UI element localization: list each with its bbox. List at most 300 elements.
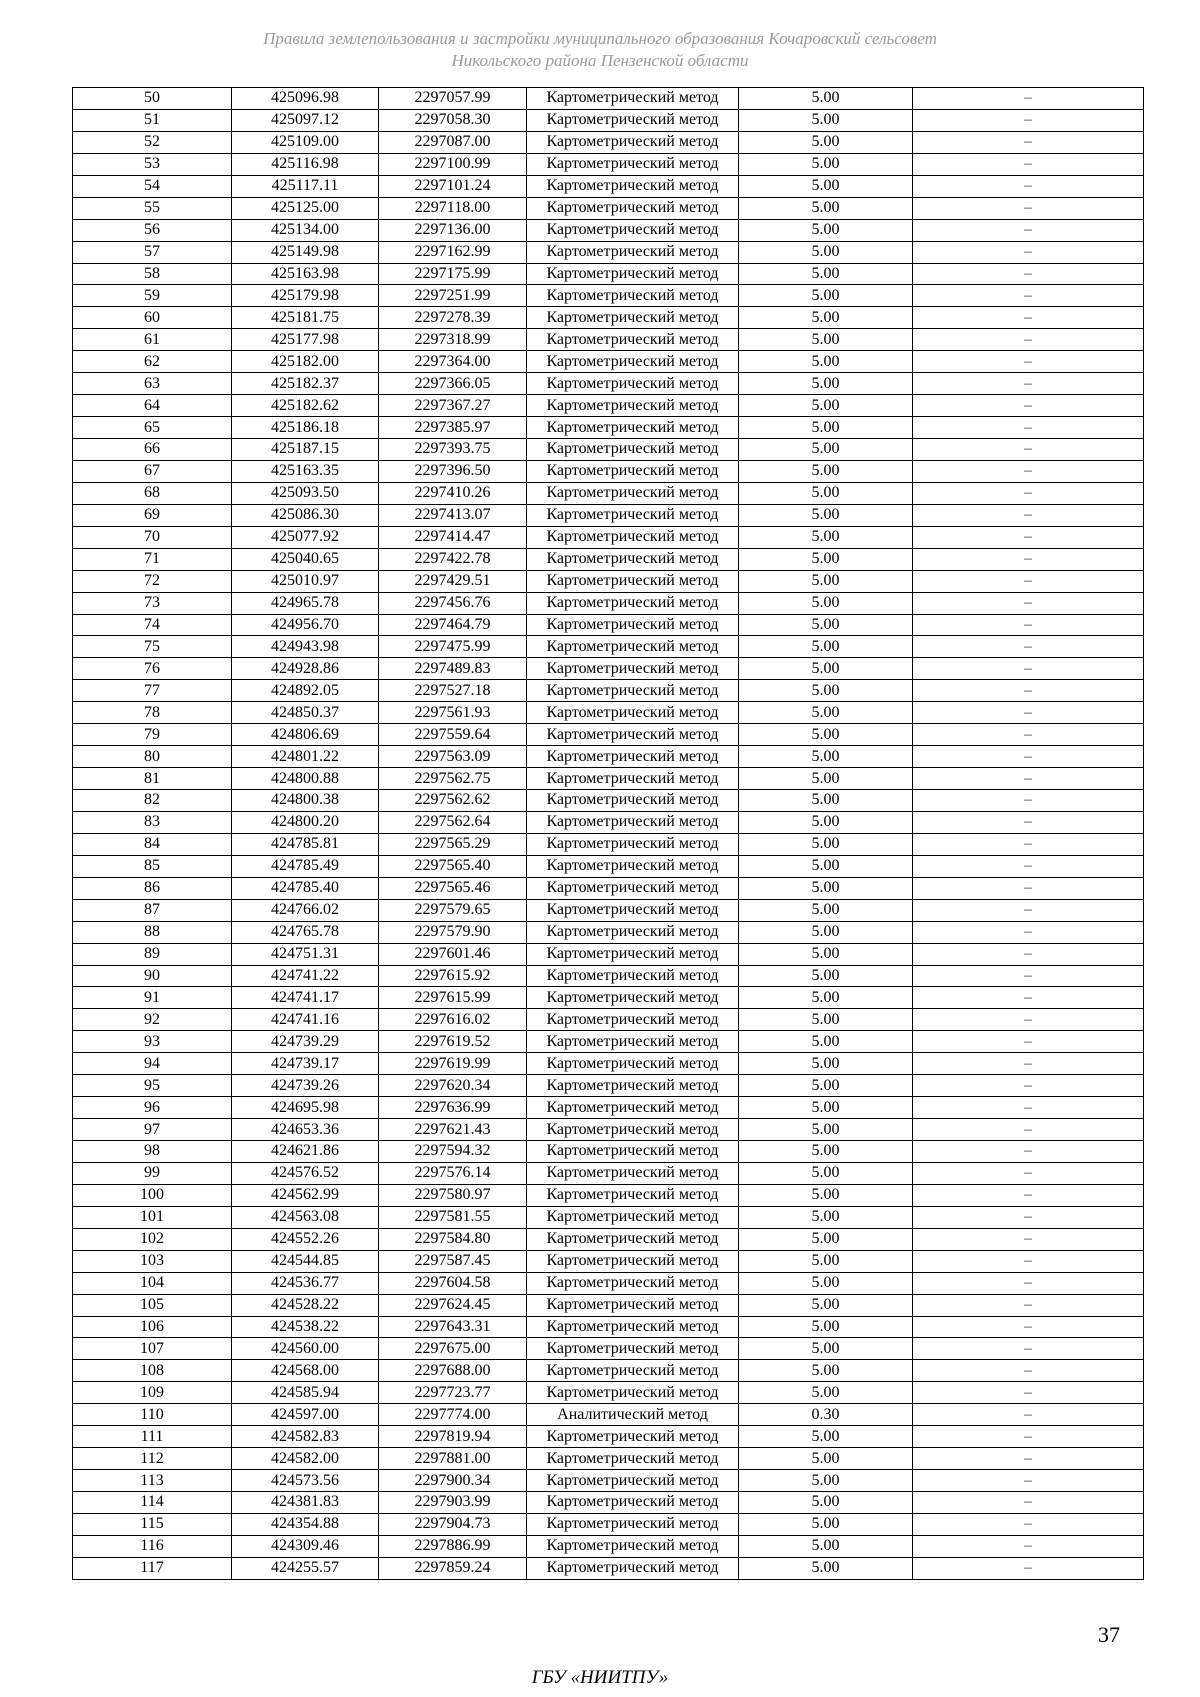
method-cell: Картометрический метод (527, 1448, 739, 1470)
header-line-1: Правила землепользования и застройки муниципального образования Кочаровский сельсовет (263, 29, 937, 48)
coordinates-table (72, 87, 1144, 1580)
x-coordinate-cell: 425010.97 (232, 570, 379, 592)
page-header (0, 28, 1200, 72)
point-number-cell: 113 (73, 1470, 232, 1492)
y-coordinate-cell: 2297058.30 (379, 109, 527, 131)
accuracy-cell: 5.00 (739, 1141, 913, 1163)
note-cell: – (913, 1294, 1144, 1316)
accuracy-cell: 5.00 (739, 153, 913, 175)
method-cell: Картометрический метод (527, 241, 739, 263)
method-cell: Картометрический метод (527, 504, 739, 526)
y-coordinate-cell: 2297057.99 (379, 88, 527, 110)
table-row (73, 1009, 1144, 1031)
note-cell: – (913, 175, 1144, 197)
x-coordinate-cell: 425125.00 (232, 197, 379, 219)
accuracy-cell: 5.00 (739, 1492, 913, 1514)
table-row (73, 1097, 1144, 1119)
table-row (73, 768, 1144, 790)
table-row (73, 1272, 1144, 1294)
point-number-cell: 54 (73, 175, 232, 197)
point-number-cell: 78 (73, 702, 232, 724)
table-row (73, 175, 1144, 197)
accuracy-cell: 5.00 (739, 1426, 913, 1448)
y-coordinate-cell: 2297675.00 (379, 1338, 527, 1360)
note-cell: – (913, 1141, 1144, 1163)
note-cell: – (913, 1535, 1144, 1557)
note-cell: – (913, 109, 1144, 131)
accuracy-cell: 5.00 (739, 307, 913, 329)
x-coordinate-cell: 425186.18 (232, 417, 379, 439)
y-coordinate-cell: 2297367.27 (379, 395, 527, 417)
note-cell: – (913, 1272, 1144, 1294)
accuracy-cell: 5.00 (739, 88, 913, 110)
table-row (73, 1404, 1144, 1426)
note-cell: – (913, 1492, 1144, 1514)
accuracy-cell: 5.00 (739, 855, 913, 877)
note-cell: – (913, 746, 1144, 768)
method-cell: Картометрический метод (527, 855, 739, 877)
note-cell: – (913, 395, 1144, 417)
point-number-cell: 77 (73, 680, 232, 702)
point-number-cell: 57 (73, 241, 232, 263)
accuracy-cell: 5.00 (739, 1031, 913, 1053)
method-cell: Картометрический метод (527, 351, 739, 373)
accuracy-cell: 5.00 (739, 1053, 913, 1075)
table-row (73, 504, 1144, 526)
accuracy-cell: 5.00 (739, 219, 913, 241)
point-number-cell: 66 (73, 439, 232, 461)
table-row (73, 1492, 1144, 1514)
table-row (73, 526, 1144, 548)
x-coordinate-cell: 424560.00 (232, 1338, 379, 1360)
method-cell: Картометрический метод (527, 263, 739, 285)
y-coordinate-cell: 2297601.46 (379, 943, 527, 965)
point-number-cell: 83 (73, 811, 232, 833)
note-cell: – (913, 570, 1144, 592)
y-coordinate-cell: 2297414.47 (379, 526, 527, 548)
note-cell: – (913, 1513, 1144, 1535)
note-cell: – (913, 197, 1144, 219)
accuracy-cell: 5.00 (739, 1184, 913, 1206)
x-coordinate-cell: 425117.11 (232, 175, 379, 197)
y-coordinate-cell: 2297563.09 (379, 746, 527, 768)
point-number-cell: 73 (73, 592, 232, 614)
method-cell: Картометрический метод (527, 1162, 739, 1184)
x-coordinate-cell: 424965.78 (232, 592, 379, 614)
table-row (73, 1075, 1144, 1097)
method-cell: Картометрический метод (527, 1228, 739, 1250)
y-coordinate-cell: 2297527.18 (379, 680, 527, 702)
point-number-cell: 62 (73, 351, 232, 373)
y-coordinate-cell: 2297886.99 (379, 1535, 527, 1557)
method-cell: Картометрический метод (527, 1119, 739, 1141)
table-row (73, 263, 1144, 285)
y-coordinate-cell: 2297903.99 (379, 1492, 527, 1514)
table-row (73, 1470, 1144, 1492)
y-coordinate-cell: 2297100.99 (379, 153, 527, 175)
accuracy-cell: 5.00 (739, 526, 913, 548)
y-coordinate-cell: 2297318.99 (379, 329, 527, 351)
accuracy-cell: 5.00 (739, 1272, 913, 1294)
accuracy-cell: 5.00 (739, 702, 913, 724)
table-row (73, 1382, 1144, 1404)
x-coordinate-cell: 424568.00 (232, 1360, 379, 1382)
accuracy-cell: 0.30 (739, 1404, 913, 1426)
note-cell: – (913, 373, 1144, 395)
point-number-cell: 51 (73, 109, 232, 131)
note-cell: – (913, 1382, 1144, 1404)
accuracy-cell: 5.00 (739, 614, 913, 636)
x-coordinate-cell: 425116.98 (232, 153, 379, 175)
note-cell: – (913, 1206, 1144, 1228)
y-coordinate-cell: 2297456.76 (379, 592, 527, 614)
table-row (73, 1119, 1144, 1141)
table-row (73, 614, 1144, 636)
x-coordinate-cell: 424544.85 (232, 1250, 379, 1272)
note-cell: – (913, 1031, 1144, 1053)
method-cell: Картометрический метод (527, 373, 739, 395)
x-coordinate-cell: 424621.86 (232, 1141, 379, 1163)
table-row (73, 811, 1144, 833)
method-cell: Аналитический метод (527, 1404, 739, 1426)
accuracy-cell: 5.00 (739, 1470, 913, 1492)
table-row (73, 1053, 1144, 1075)
note-cell: – (913, 877, 1144, 899)
point-number-cell: 98 (73, 1141, 232, 1163)
y-coordinate-cell: 2297562.62 (379, 790, 527, 812)
point-number-cell: 59 (73, 285, 232, 307)
x-coordinate-cell: 424255.57 (232, 1557, 379, 1579)
x-coordinate-cell: 425163.98 (232, 263, 379, 285)
point-number-cell: 90 (73, 965, 232, 987)
accuracy-cell: 5.00 (739, 1535, 913, 1557)
x-coordinate-cell: 424585.94 (232, 1382, 379, 1404)
method-cell: Картометрический метод (527, 1492, 739, 1514)
table-row (73, 680, 1144, 702)
x-coordinate-cell: 424576.52 (232, 1162, 379, 1184)
note-cell: – (913, 768, 1144, 790)
table-row (73, 395, 1144, 417)
x-coordinate-cell: 424956.70 (232, 614, 379, 636)
y-coordinate-cell: 2297581.55 (379, 1206, 527, 1228)
point-number-cell: 111 (73, 1426, 232, 1448)
point-number-cell: 53 (73, 153, 232, 175)
y-coordinate-cell: 2297565.40 (379, 855, 527, 877)
table-row (73, 1557, 1144, 1579)
note-cell: – (913, 526, 1144, 548)
table-row (73, 1228, 1144, 1250)
y-coordinate-cell: 2297819.94 (379, 1426, 527, 1448)
accuracy-cell: 5.00 (739, 285, 913, 307)
note-cell: – (913, 504, 1144, 526)
method-cell: Картометрический метод (527, 1250, 739, 1272)
y-coordinate-cell: 2297594.32 (379, 1141, 527, 1163)
point-number-cell: 106 (73, 1316, 232, 1338)
y-coordinate-cell: 2297624.45 (379, 1294, 527, 1316)
note-cell: – (913, 636, 1144, 658)
method-cell: Картометрический метод (527, 790, 739, 812)
y-coordinate-cell: 2297561.93 (379, 702, 527, 724)
point-number-cell: 116 (73, 1535, 232, 1557)
table-row (73, 658, 1144, 680)
y-coordinate-cell: 2297101.24 (379, 175, 527, 197)
y-coordinate-cell: 2297251.99 (379, 285, 527, 307)
note-cell: – (913, 1009, 1144, 1031)
method-cell: Картометрический метод (527, 746, 739, 768)
method-cell: Картометрический метод (527, 131, 739, 153)
x-coordinate-cell: 425163.35 (232, 460, 379, 482)
y-coordinate-cell: 2297580.97 (379, 1184, 527, 1206)
y-coordinate-cell: 2297393.75 (379, 439, 527, 461)
table-row (73, 1316, 1144, 1338)
method-cell: Картометрический метод (527, 1316, 739, 1338)
method-cell: Картометрический метод (527, 1053, 739, 1075)
table-row (73, 746, 1144, 768)
point-number-cell: 61 (73, 329, 232, 351)
y-coordinate-cell: 2297619.99 (379, 1053, 527, 1075)
table-row (73, 592, 1144, 614)
point-number-cell: 64 (73, 395, 232, 417)
note-cell: – (913, 592, 1144, 614)
table-row (73, 1360, 1144, 1382)
note-cell: – (913, 263, 1144, 285)
x-coordinate-cell: 425093.50 (232, 482, 379, 504)
point-number-cell: 69 (73, 504, 232, 526)
method-cell: Картометрический метод (527, 768, 739, 790)
accuracy-cell: 5.00 (739, 658, 913, 680)
y-coordinate-cell: 2297619.52 (379, 1031, 527, 1053)
y-coordinate-cell: 2297562.75 (379, 768, 527, 790)
point-number-cell: 95 (73, 1075, 232, 1097)
y-coordinate-cell: 2297118.00 (379, 197, 527, 219)
point-number-cell: 58 (73, 263, 232, 285)
accuracy-cell: 5.00 (739, 439, 913, 461)
note-cell: – (913, 855, 1144, 877)
y-coordinate-cell: 2297620.34 (379, 1075, 527, 1097)
table-row (73, 855, 1144, 877)
point-number-cell: 117 (73, 1557, 232, 1579)
note-cell: – (913, 680, 1144, 702)
point-number-cell: 81 (73, 768, 232, 790)
method-cell: Картометрический метод (527, 1206, 739, 1228)
accuracy-cell: 5.00 (739, 592, 913, 614)
note-cell: – (913, 285, 1144, 307)
method-cell: Картометрический метод (527, 965, 739, 987)
x-coordinate-cell: 425086.30 (232, 504, 379, 526)
method-cell: Картометрический метод (527, 921, 739, 943)
note-cell: – (913, 1470, 1144, 1492)
x-coordinate-cell: 424538.22 (232, 1316, 379, 1338)
method-cell: Картометрический метод (527, 1097, 739, 1119)
accuracy-cell: 5.00 (739, 1097, 913, 1119)
accuracy-cell: 5.00 (739, 1360, 913, 1382)
x-coordinate-cell: 424597.00 (232, 1404, 379, 1426)
table-row (73, 285, 1144, 307)
y-coordinate-cell: 2297616.02 (379, 1009, 527, 1031)
x-coordinate-cell: 424741.22 (232, 965, 379, 987)
x-coordinate-cell: 424739.17 (232, 1053, 379, 1075)
x-coordinate-cell: 424563.08 (232, 1206, 379, 1228)
method-cell: Картометрический метод (527, 88, 739, 110)
note-cell: – (913, 1119, 1144, 1141)
point-number-cell: 87 (73, 899, 232, 921)
accuracy-cell: 5.00 (739, 943, 913, 965)
method-cell: Картометрический метод (527, 592, 739, 614)
table-row (73, 1294, 1144, 1316)
point-number-cell: 71 (73, 548, 232, 570)
method-cell: Картометрический метод (527, 1184, 739, 1206)
note-cell: – (913, 921, 1144, 943)
accuracy-cell: 5.00 (739, 1513, 913, 1535)
x-coordinate-cell: 424528.22 (232, 1294, 379, 1316)
y-coordinate-cell: 2297489.83 (379, 658, 527, 680)
x-coordinate-cell: 424573.56 (232, 1470, 379, 1492)
x-coordinate-cell: 424785.81 (232, 833, 379, 855)
y-coordinate-cell: 2297429.51 (379, 570, 527, 592)
point-number-cell: 88 (73, 921, 232, 943)
note-cell: – (913, 1228, 1144, 1250)
table-row (73, 1162, 1144, 1184)
method-cell: Картометрический метод (527, 1294, 739, 1316)
table-row (73, 790, 1144, 812)
method-cell: Картометрический метод (527, 1075, 739, 1097)
point-number-cell: 56 (73, 219, 232, 241)
method-cell: Картометрический метод (527, 1426, 739, 1448)
x-coordinate-cell: 424800.20 (232, 811, 379, 833)
point-number-cell: 115 (73, 1513, 232, 1535)
note-cell: – (913, 1075, 1144, 1097)
y-coordinate-cell: 2297175.99 (379, 263, 527, 285)
table-row (73, 548, 1144, 570)
point-number-cell: 107 (73, 1338, 232, 1360)
method-cell: Картометрический метод (527, 460, 739, 482)
x-coordinate-cell: 424806.69 (232, 724, 379, 746)
y-coordinate-cell: 2297385.97 (379, 417, 527, 439)
table-row (73, 460, 1144, 482)
method-cell: Картометрический метод (527, 1513, 739, 1535)
y-coordinate-cell: 2297464.79 (379, 614, 527, 636)
point-number-cell: 60 (73, 307, 232, 329)
method-cell: Картометрический метод (527, 175, 739, 197)
note-cell: – (913, 460, 1144, 482)
method-cell: Картометрический метод (527, 702, 739, 724)
point-number-cell: 50 (73, 88, 232, 110)
x-coordinate-cell: 424800.38 (232, 790, 379, 812)
table-row (73, 965, 1144, 987)
method-cell: Картометрический метод (527, 1535, 739, 1557)
note-cell: – (913, 351, 1144, 373)
method-cell: Картометрический метод (527, 1382, 739, 1404)
method-cell: Картометрический метод (527, 153, 739, 175)
note-cell: – (913, 943, 1144, 965)
point-number-cell: 104 (73, 1272, 232, 1294)
method-cell: Картометрический метод (527, 1557, 739, 1579)
note-cell: – (913, 417, 1144, 439)
table-row (73, 153, 1144, 175)
x-coordinate-cell: 424741.16 (232, 1009, 379, 1031)
y-coordinate-cell: 2297559.64 (379, 724, 527, 746)
method-cell: Картометрический метод (527, 197, 739, 219)
method-cell: Картометрический метод (527, 307, 739, 329)
y-coordinate-cell: 2297366.05 (379, 373, 527, 395)
table-row (73, 899, 1144, 921)
accuracy-cell: 5.00 (739, 1162, 913, 1184)
x-coordinate-cell: 424800.88 (232, 768, 379, 790)
point-number-cell: 114 (73, 1492, 232, 1514)
table-row (73, 1250, 1144, 1272)
note-cell: – (913, 1097, 1144, 1119)
y-coordinate-cell: 2297087.00 (379, 131, 527, 153)
accuracy-cell: 5.00 (739, 899, 913, 921)
y-coordinate-cell: 2297579.65 (379, 899, 527, 921)
y-coordinate-cell: 2297636.99 (379, 1097, 527, 1119)
method-cell: Картометрический метод (527, 1009, 739, 1031)
y-coordinate-cell: 2297162.99 (379, 241, 527, 263)
page-footer: ГБУ «НИИТПУ» (531, 1667, 669, 1688)
method-cell: Картометрический метод (527, 109, 739, 131)
note-cell: – (913, 702, 1144, 724)
x-coordinate-cell: 425134.00 (232, 219, 379, 241)
method-cell: Картометрический метод (527, 1031, 739, 1053)
y-coordinate-cell: 2297604.58 (379, 1272, 527, 1294)
accuracy-cell: 5.00 (739, 263, 913, 285)
y-coordinate-cell: 2297723.77 (379, 1382, 527, 1404)
method-cell: Картометрический метод (527, 526, 739, 548)
x-coordinate-cell: 425109.00 (232, 131, 379, 153)
y-coordinate-cell: 2297396.50 (379, 460, 527, 482)
y-coordinate-cell: 2297410.26 (379, 482, 527, 504)
note-cell: – (913, 329, 1144, 351)
table-row (73, 197, 1144, 219)
method-cell: Картометрический метод (527, 439, 739, 461)
table-row (73, 88, 1144, 110)
accuracy-cell: 5.00 (739, 680, 913, 702)
point-number-cell: 110 (73, 1404, 232, 1426)
method-cell: Картометрический метод (527, 548, 739, 570)
point-number-cell: 91 (73, 987, 232, 1009)
accuracy-cell: 5.00 (739, 1009, 913, 1031)
y-coordinate-cell: 2297565.46 (379, 877, 527, 899)
accuracy-cell: 5.00 (739, 987, 913, 1009)
table-row (73, 1338, 1144, 1360)
point-number-cell: 63 (73, 373, 232, 395)
note-cell: – (913, 724, 1144, 746)
note-cell: – (913, 658, 1144, 680)
x-coordinate-cell: 424892.05 (232, 680, 379, 702)
x-coordinate-cell: 424741.17 (232, 987, 379, 1009)
x-coordinate-cell: 425097.12 (232, 109, 379, 131)
point-number-cell: 101 (73, 1206, 232, 1228)
table-row (73, 1426, 1144, 1448)
accuracy-cell: 5.00 (739, 1316, 913, 1338)
table-row (73, 439, 1144, 461)
method-cell: Картометрический метод (527, 877, 739, 899)
note-cell: – (913, 1250, 1144, 1272)
method-cell: Картометрический метод (527, 329, 739, 351)
accuracy-cell: 5.00 (739, 833, 913, 855)
note-cell: – (913, 965, 1144, 987)
table-row (73, 241, 1144, 263)
x-coordinate-cell: 425096.98 (232, 88, 379, 110)
method-cell: Картометрический метод (527, 482, 739, 504)
note-cell: – (913, 790, 1144, 812)
method-cell: Картометрический метод (527, 285, 739, 307)
x-coordinate-cell: 424785.40 (232, 877, 379, 899)
table-row (73, 482, 1144, 504)
x-coordinate-cell: 424653.36 (232, 1119, 379, 1141)
method-cell: Картометрический метод (527, 987, 739, 1009)
table-row (73, 921, 1144, 943)
